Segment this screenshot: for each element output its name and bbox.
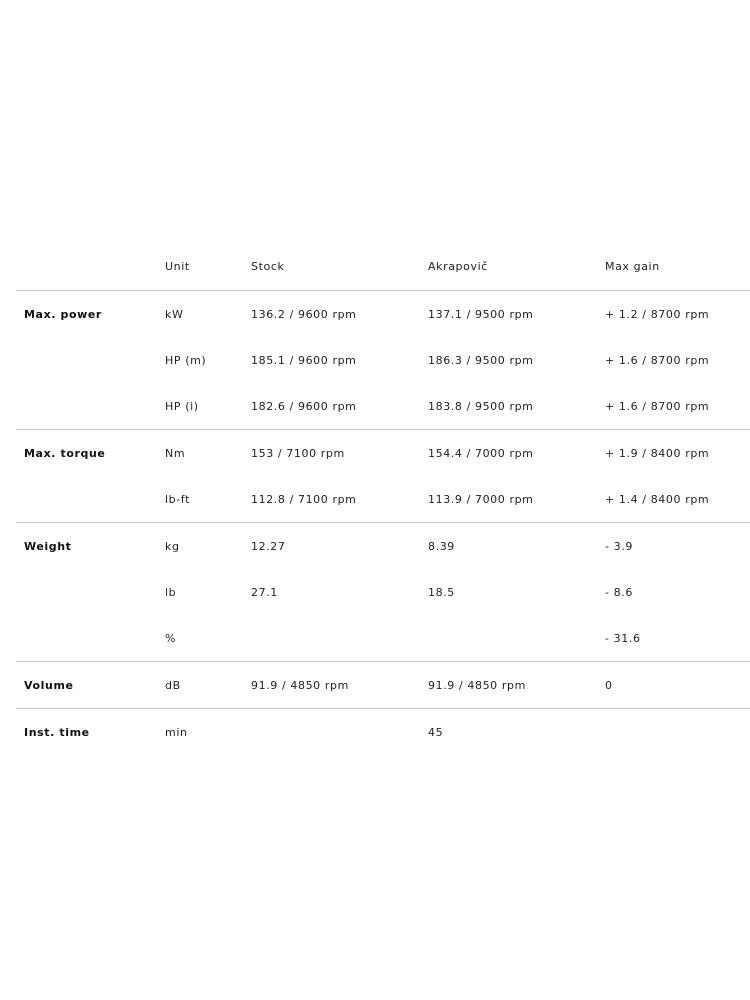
row-label: Weight [24,539,72,553]
table-row [16,291,750,337]
akrapovic-cell: 91.9 / 4850 rpm [428,678,526,692]
unit-cell: kW [165,307,184,321]
gain-cell: - 8.6 [605,585,633,599]
akrapovic-cell: 183.8 / 9500 rpm [428,399,534,413]
table-row [16,430,750,476]
group-weight [16,523,750,662]
gain-cell: + 1.9 / 8400 rpm [605,446,710,460]
unit-cell: min [165,725,188,739]
gain-cell: - 3.9 [605,539,633,553]
spec-table [16,243,750,755]
table-row [16,523,750,569]
akrapovic-cell: 45 [428,725,444,739]
gain-cell: + 1.6 / 8700 rpm [605,353,710,367]
akrapovic-cell: 186.3 / 9500 rpm [428,353,534,367]
row-label: Max. power [24,307,102,321]
gain-cell: - 31.6 [605,631,641,645]
akrapovic-cell: 154.4 / 7000 rpm [428,446,534,460]
akrapovic-cell: 18.5 [428,585,455,599]
table-row [16,615,750,661]
table-row [16,709,750,755]
stock-cell: 185.1 / 9600 rpm [251,353,357,367]
stock-cell: 12.27 [251,539,286,553]
unit-cell: % [165,631,177,645]
table-header [16,243,750,291]
group-volume [16,662,750,709]
unit-cell: kg [165,539,180,553]
gain-cell: 0 [605,678,613,692]
gain-cell: + 1.4 / 8400 rpm [605,492,710,506]
unit-cell: lb-ft [165,492,190,506]
header-unit: Unit [165,260,190,273]
table-row [16,569,750,615]
group-max-torque [16,430,750,523]
unit-cell: HP (m) [165,353,207,367]
row-label: Inst. time [24,725,90,739]
stock-cell: 136.2 / 9600 rpm [251,307,357,321]
gain-cell: + 1.2 / 8700 rpm [605,307,710,321]
unit-cell: lb [165,585,177,599]
group-inst-time [16,709,750,755]
table-row [16,662,750,708]
unit-cell: dB [165,678,181,692]
table-row [16,476,750,522]
header-max-gain: Max gain [605,260,660,273]
gain-cell: + 1.6 / 8700 rpm [605,399,710,413]
row-label: Max. torque [24,446,106,460]
stock-cell: 91.9 / 4850 rpm [251,678,349,692]
header-stock: Stock [251,260,285,273]
group-max-power [16,291,750,430]
akrapovic-cell: 113.9 / 7000 rpm [428,492,534,506]
unit-cell: HP (i) [165,399,199,413]
stock-cell: 153 / 7100 rpm [251,446,345,460]
header-akrapovic: Akrapovič [428,260,488,273]
table-row [16,337,750,383]
akrapovic-cell: 137.1 / 9500 rpm [428,307,534,321]
table-row [16,383,750,429]
stock-cell: 112.8 / 7100 rpm [251,492,357,506]
row-label: Volume [24,678,74,692]
stock-cell: 27.1 [251,585,278,599]
unit-cell: Nm [165,446,186,460]
akrapovic-cell: 8.39 [428,539,455,553]
stock-cell: 182.6 / 9600 rpm [251,399,357,413]
